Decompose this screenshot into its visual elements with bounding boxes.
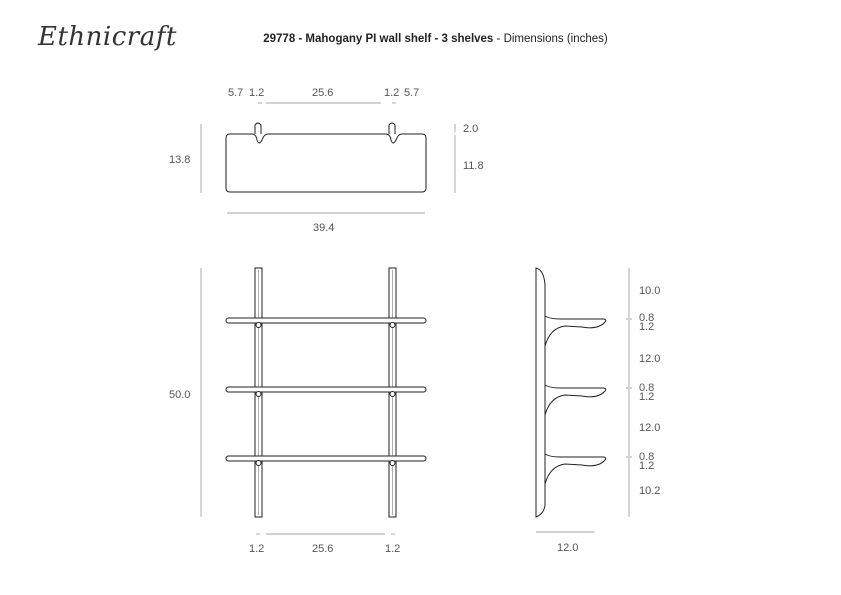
dim-side-3: 1.2 (639, 321, 655, 333)
dim-front-bottom-1: 1.2 (249, 543, 265, 555)
dim-top-5: 5.7 (404, 87, 420, 99)
dim-side-5: 0.8 (639, 382, 655, 394)
peg-r1 (390, 323, 395, 328)
side-view (536, 268, 606, 517)
dim-side-7: 12.0 (639, 422, 661, 434)
shelf-3-front (226, 456, 426, 461)
top-view (226, 123, 426, 192)
side-shelf-1 (545, 316, 606, 346)
top-view-dimension-lines (201, 103, 455, 213)
side-shelf-3 (545, 454, 606, 484)
shelf-1-front (226, 318, 426, 323)
dim-side-2: 0.8 (639, 312, 655, 324)
peg-r3 (390, 461, 395, 466)
peg-r2 (390, 392, 395, 397)
dim-side-4: 12.0 (639, 353, 661, 365)
front-view (226, 268, 426, 517)
title-suffix: - Dimensions (inches) (493, 33, 608, 45)
dim-top-width: 39.4 (313, 222, 335, 234)
right-upright-top (389, 123, 395, 134)
shelf-2-front (226, 387, 426, 392)
dim-top-3: 25.6 (312, 87, 334, 99)
dim-top-1: 5.7 (228, 87, 244, 99)
dim-side-6: 1.2 (639, 391, 655, 403)
dim-side-10: 10.2 (639, 485, 661, 497)
side-upright (536, 268, 545, 517)
dim-side-depth: 12.0 (557, 542, 579, 554)
peg-l2 (256, 392, 261, 397)
product-title: 29778 - Mahogany PI wall shelf - 3 shelves (263, 33, 494, 45)
dim-front-bottom-3: 1.2 (385, 543, 401, 555)
brand-logo: Ethnicraft (38, 22, 177, 52)
peg-l3 (256, 461, 261, 466)
side-view-dimension-lines (536, 268, 632, 532)
dim-top-4: 1.2 (384, 87, 400, 99)
shelf-outline-top (226, 134, 426, 192)
dim-top-right-1: 2.0 (463, 123, 479, 135)
dim-side-1: 10.0 (639, 285, 661, 297)
dim-front-bottom-2: 25.6 (312, 543, 334, 555)
dim-top-2: 1.2 (249, 87, 265, 99)
dim-side-8: 0.8 (639, 451, 655, 463)
dim-top-height: 13.8 (169, 154, 191, 166)
front-view-dimension-lines (201, 268, 395, 534)
dim-side-9: 1.2 (639, 460, 655, 472)
dim-top-right-2: 11.8 (463, 160, 484, 172)
side-shelf-2 (545, 385, 606, 415)
left-upright-top (255, 123, 261, 134)
dim-front-height: 50.0 (169, 389, 191, 401)
peg-l1 (256, 323, 261, 328)
